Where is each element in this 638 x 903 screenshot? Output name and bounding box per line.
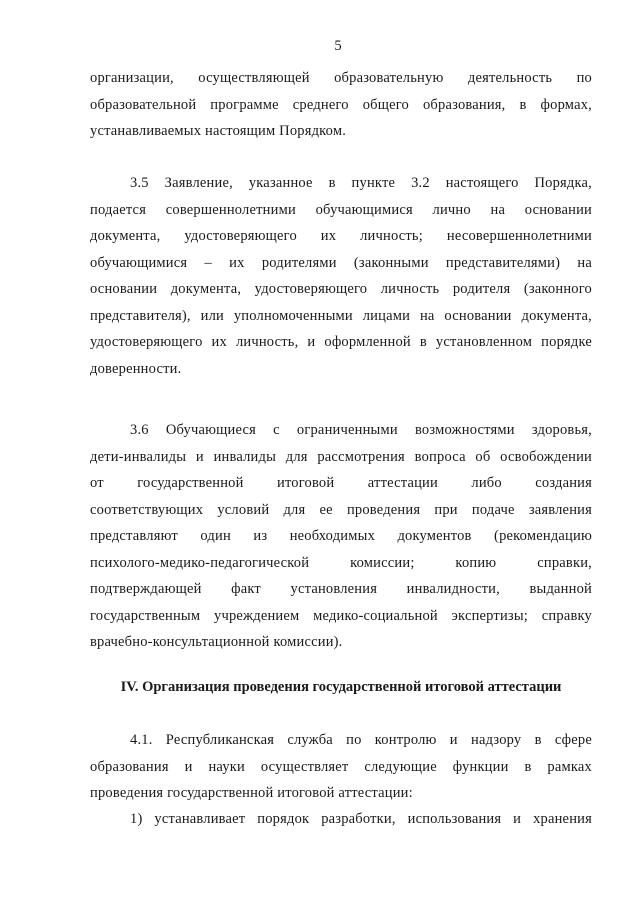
paragraph-line: 3.6 Обучающиеся с ограниченными возможностями здоровья, — [130, 422, 592, 438]
paragraph-line: организации, осуществляющей образовательную деятельность по — [90, 70, 592, 86]
section-3-5-paragraph — [90, 170, 592, 382]
paragraph-line: соответствующих условий для ее проведения при подаче заявления — [90, 501, 592, 518]
paragraph-line: основании документа, удостоверяющего личность родителя (законного — [90, 281, 592, 297]
paragraph-line: представителя), или уполномоченными лицами на основании документа, — [90, 307, 592, 324]
paragraph-line: устанавливаемых настоящим Порядком. — [90, 123, 347, 139]
paragraph-line: государственным учреждением медико-социальной экспертизы; справку — [90, 607, 592, 624]
paragraph-line: от государственной итоговой аттестации либо создания — [90, 475, 592, 491]
paragraph-line: образования и науки осуществляет следующие функции в рамках — [90, 758, 592, 775]
paragraph-line: психолого-медико-педагогической комиссии; копию справки, — [90, 554, 592, 571]
paragraph-line: удостоверяющего их личность, и оформленной в установленном порядке — [90, 334, 592, 350]
paragraph-line: подается совершеннолетними обучающимися лично на основании — [90, 201, 592, 218]
paragraph-line: обучающимися – их родителями (законными представителями) на — [90, 254, 592, 271]
paragraph-line: проведения государственной итоговой аттестации: — [90, 785, 413, 801]
section-heading: IV. Организация проведения государственной итоговой аттестации — [120, 679, 562, 695]
paragraph-line: представляют один из необходимых документов (рекомендацию — [90, 528, 592, 544]
section-3-6-paragraph — [90, 417, 592, 656]
paragraph-line: 4.1. Республиканская служба по контролю и надзору в сфере — [130, 732, 592, 748]
paragraph-line: 3.5 Заявление, указанное в пункте 3.2 настоящего Порядка, — [130, 175, 592, 191]
paragraph-line: подтверждающей факт установления инвалидности, выданной — [90, 581, 592, 597]
paragraph-line: врачебно-консультационной комиссии). — [90, 634, 343, 650]
paragraph-line: образовательной программе среднего общего образования, в формах, — [90, 96, 592, 113]
paragraph-line: доверенности. — [90, 360, 182, 377]
section-4-1-paragraph — [90, 727, 592, 807]
intro-paragraph — [90, 65, 592, 145]
paragraph-line: 1) устанавливает порядок разработки, использования и хранения — [130, 811, 592, 827]
paragraph-line: дети-инвалиды и инвалиды для рассмотрения вопроса об освобождении — [90, 448, 592, 465]
paragraph-line: документа, удостоверяющего их личность; несовершеннолетними — [90, 228, 592, 244]
page-number: 5 — [334, 38, 342, 54]
list-item-1 — [90, 806, 592, 833]
